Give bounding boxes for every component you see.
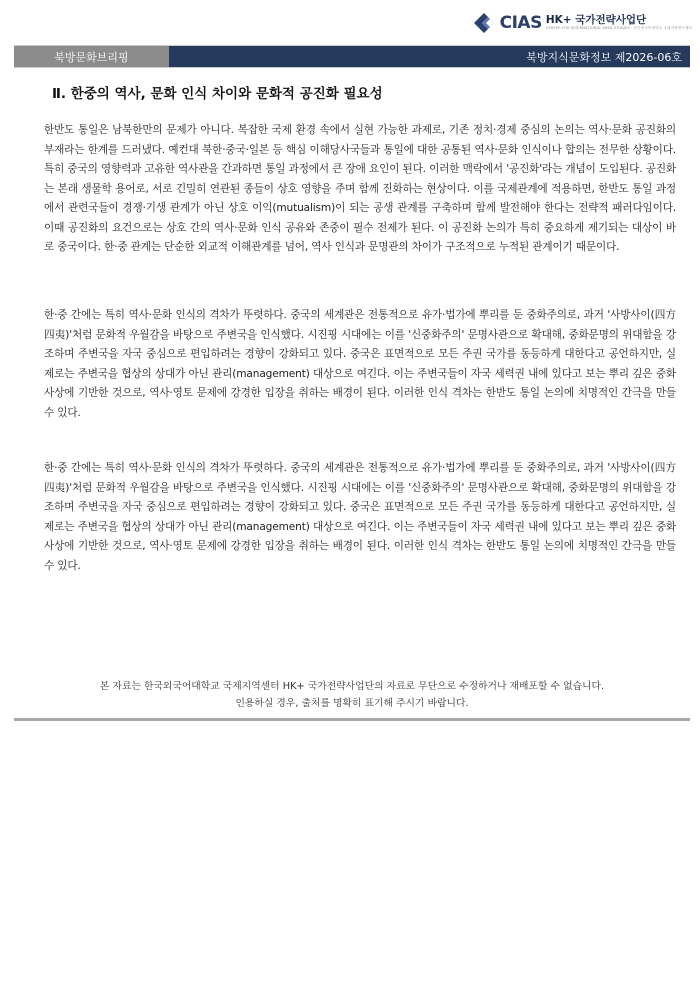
logo-subtitle: CENTER FOR INTERNATIONAL AREA STUDIES · 한국외국어대학교 국제지역연구센터 xyxy=(545,26,692,31)
cias-logo-mark-icon xyxy=(472,11,496,35)
section-title: Ⅱ. 한중의 역사, 문화 인식 차이와 문화적 공진화 필요성 xyxy=(52,86,383,102)
logo-org-name: HK+ 국가전략사업단 xyxy=(545,13,647,26)
header-issue-label: 북방지식문화정보 제2026-06호 xyxy=(169,46,690,67)
header-series-label: 북방문화브리핑 xyxy=(14,46,169,67)
body-paragraph-1: 한반도 통일은 남북한만의 문제가 아니다. 복잡한 국제 환경 속에서 실현 가능한 과제로, 기존 정치·경제 중심의 논의는 역사·문화 공진화의 부재라는 한계를 드러냈다. 예컨대 북한·중국·일본 등 핵심 이해당사국들과 통일에 대한 공통된 역사·문화 인식이나 합의는 전무한 상황이다. 특히 중국의 영향력과 고유한 역사관을 간과하면 통일 과정에서 큰 장애 요인이 된다. 이러한 맥락에서 '공진화'라는 개념이 도입된다. 공진화는 본래 생물학 용어로, 서로 긴밀히 연관된 종들이 상호 영향을 주며 함께 진화하는 현상이다. 이를 국제관계에 적용하면, 한반도 통일 과정에서 관련국들이 경쟁·기생 관계가 아닌 상호 이익(mutualism)이 되는 공생 관계를 구축하며 함께 발전해야 한다는 전략적 패러다임이다. 이때 공진화의 요건으로는 상호 간의 역사·문화 인식 공유와 존중이 필수 전제가 된다. 이 공진화 논의가 특히 중요하게 제기되는 대상이 바로 중국이다. 한·중 관계는 단순한 외교적 이해관계를 넘어, 역사 인식과 문명관의 차이가 구조적으로 누적된 관계이기 때문이다. xyxy=(44,124,676,253)
header-bar xyxy=(14,45,690,68)
copyright-notice xyxy=(14,678,690,712)
logo-abbr: CIAS xyxy=(499,13,542,33)
cias-logo xyxy=(472,11,692,35)
body-paragraph-2: 한·중 간에는 특히 역사·문화 인식의 격차가 뚜렷하다. 중국의 세계관은 전통적으로 유가·법가에 뿌리를 둔 중화주의로, 과거 '사방사이(四方四夷)'처럼 문화적 우월감을 바탕으로 주변국을 인식했다. 시진핑 시대에는 이를 '신중화주의' 문명사관으로 확대해, 중화문명의 위대함을 강조하며 주변국을 자국 중심으로 편입하려는 경향이 강화되고 있다. 중국은 표면적으로 모든 주권 국가를 동등하게 대한다고 공언하지만, 실제로는 주변국을 협상의 상대가 아닌 관리(management) 대상으로 여긴다. 이는 주변국들이 자국 세력권 내에 있다고 보는 뿌리 깊은 중화사상에 기반한 것으로, 역사·영토 문제에 강경한 입장을 취하는 배경이 된다. 이러한 인식 격차는 한반도 통일 논의에 치명적인 간극을 만들 수 있다. xyxy=(44,309,676,419)
copyright-line-1: 본 자료는 한국외국어대학교 국제지역센터 HK+ 국가전략사업단의 자료로 무단으로 수정하거나 재배포할 수 없습니다. xyxy=(99,681,605,692)
footer-divider xyxy=(14,718,690,721)
body-paragraph-3: 한·중 간에는 특히 역사·문화 인식의 격차가 뚜렷하다. 중국의 세계관은 전통적으로 유가·법가에 뿌리를 둔 중화주의로, 과거 '사방사이(四方四夷)'처럼 문화적 우월감을 바탕으로 주변국을 인식했다. 시진핑 시대에는 이를 '신중화주의' 문명사관으로 확대해, 중화문명의 위대함을 강조하며 주변국을 자국 중심으로 편입하려는 경향이 강화되고 있다. 중국은 표면적으로 모든 주권 국가를 동등하게 대한다고 공언하지만, 실제로는 주변국을 협상의 상대가 아닌 관리(management) 대상으로 여긴다. 이는 주변국들이 자국 세력권 내에 있다고 보는 뿌리 깊은 중화사상에 기반한 것으로, 역사·영토 문제에 강경한 입장을 취하는 배경이 된다. 이러한 인식 격차는 한반도 통일 논의에 치명적인 간극을 만들 수 있다. xyxy=(44,462,676,572)
copyright-line-2: 인용하실 경우, 출처를 명확히 표기해 주시기 바랍니다. xyxy=(235,698,469,709)
